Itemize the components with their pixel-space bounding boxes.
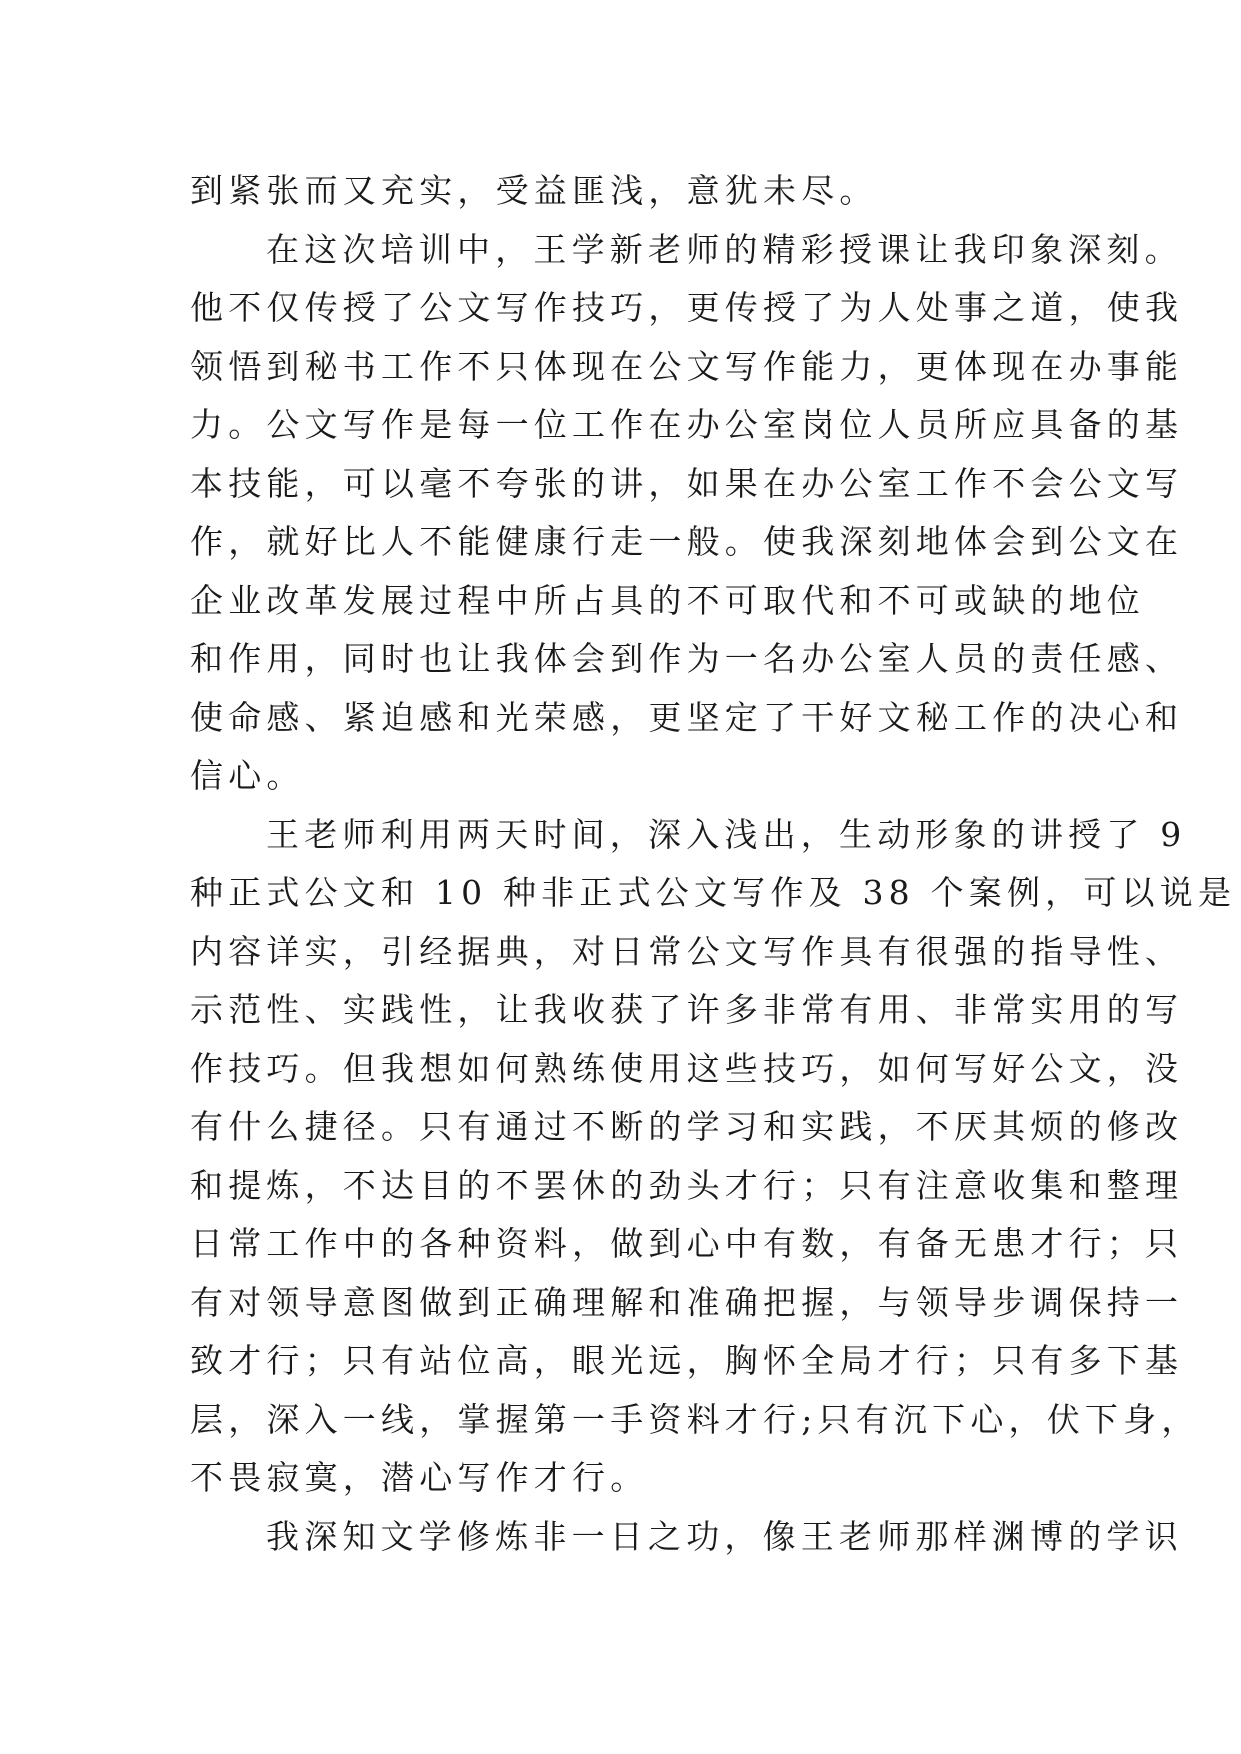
text-line: 王老师利用两天时间，深入浅出，生动形象的讲授了 9: [266, 814, 1187, 854]
text-line: 和提炼，不达目的不罢休的劲头才行；只有注意收集和整理: [190, 1165, 1184, 1205]
text-line: 企业改革发展过程中所占具的不可取代和不可或缺的地位: [190, 580, 1145, 620]
text-line: 不畏寂寞，潜心写作才行。: [190, 1458, 649, 1497]
text-line: 我深知文学修炼非一日之功，像王老师那样渊博的学识: [266, 1516, 1183, 1556]
text-line: 和作用，同时也让我体会到作为一名办公室人员的责任感、: [190, 639, 1184, 678]
text-line: 有什么捷径。只有通过不断的学习和实践，不厌其烦的修改: [190, 1107, 1184, 1146]
text-line: 他不仅传授了公文写作技巧，更传授了为人处事之道，使我: [190, 288, 1184, 327]
text-line: 日常工作中的各种资料，做到心中有数，有备无患才行；只: [190, 1224, 1184, 1263]
text-line: 使命感、紧迫感和光荣感，更坚定了干好文秘工作的决心和: [190, 697, 1184, 737]
text-line: 作技巧。但我想如何熟练使用这些技巧，如何写好公文，没: [190, 1048, 1184, 1088]
text-line: 领悟到秘书工作不只体现在公文写作能力，更体现在办事能: [190, 346, 1184, 386]
text-line: 内容详实，引经据典，对日常公文写作具有很强的指导性、: [190, 931, 1184, 971]
body-text: [190, 162, 1237, 1566]
text-line: 本技能，可以毫不夸张的讲，如果在办公室工作不会公文写: [190, 463, 1184, 503]
text-line: 作，就好比人不能健康行走一般。使我深刻地体会到公文在: [190, 522, 1184, 561]
text-line: 层，深入一线，掌握第一手资料才行;只有沉下心，伏下身，: [190, 1399, 1200, 1439]
text-line: 种正式公文和 10 种非正式公文写作及 38 个案例，可以说是: [190, 873, 1237, 912]
text-line: 信心。: [190, 756, 305, 795]
text-line: 到紧张而又充实，受益匪浅，意犹未尽。: [190, 171, 878, 210]
text-line: 示范性、实践性，让我收获了许多非常有用、非常实用的写: [190, 990, 1184, 1029]
text-line: 致才行；只有站位高，眼光远，胸怀全局才行；只有多下基: [190, 1341, 1184, 1380]
text-line: 有对领导意图做到正确理解和准确把握，与领导步调保持一: [190, 1282, 1184, 1322]
text-line: 在这次培训中，王学新老师的精彩授课让我印象深刻。: [266, 229, 1183, 269]
text-line: 力。公文写作是每一位工作在办公室岗位人员所应具备的基: [190, 405, 1184, 444]
